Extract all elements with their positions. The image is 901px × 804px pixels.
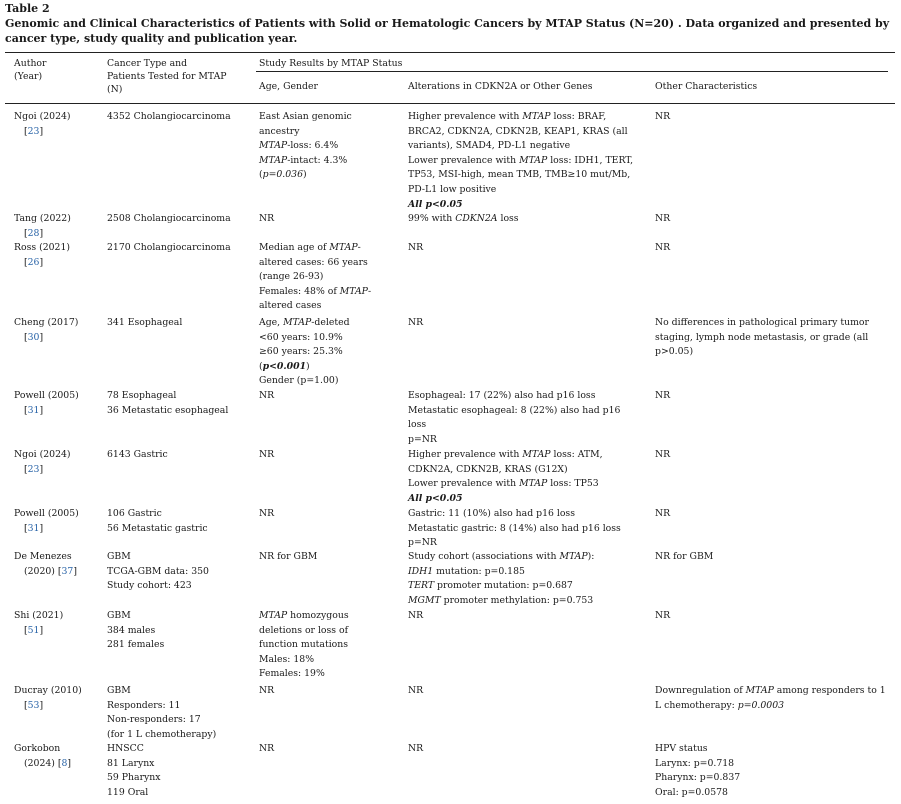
cell-line: loss bbox=[408, 419, 427, 431]
cell-line: [53] bbox=[24, 699, 44, 711]
cell-line: Males: 18% bbox=[259, 653, 315, 665]
cell-author bbox=[14, 448, 71, 477]
cell-line: 99% with CDKN2A loss bbox=[408, 213, 519, 224]
cell-line: [31] bbox=[24, 522, 44, 534]
cell-line: PD-L1 low positive bbox=[408, 183, 497, 195]
cell-age bbox=[259, 448, 274, 463]
cell-line: NR bbox=[259, 508, 275, 519]
cell-line: Higher prevalence with MTAP loss: ATM, bbox=[408, 449, 603, 460]
cell-author bbox=[14, 316, 78, 345]
cell-line: (p=0.036) bbox=[259, 169, 307, 181]
cell-author bbox=[14, 684, 82, 713]
header-top-rule bbox=[5, 52, 895, 53]
cell-author bbox=[14, 110, 71, 139]
cell-author bbox=[14, 389, 79, 418]
cell-other bbox=[655, 448, 670, 463]
cell-alt bbox=[408, 212, 519, 227]
cell-alt bbox=[408, 507, 621, 551]
cell-line: Ngoi (2024) bbox=[14, 111, 71, 122]
cell-line: Lower prevalence with MTAP loss: TP53 bbox=[408, 478, 599, 490]
cell-other bbox=[655, 389, 670, 404]
cell-line: [23] bbox=[24, 463, 44, 475]
cell-line: (range 26-93) bbox=[259, 271, 324, 283]
cell-line: (for 1 L chemotherapy) bbox=[107, 728, 217, 740]
cell-line: NR bbox=[259, 449, 275, 460]
cell-other bbox=[655, 684, 886, 713]
cell-line: All p<0.05 bbox=[408, 198, 463, 210]
cell-line: Non-responders: 17 bbox=[107, 714, 201, 726]
cell-line: Gorkobon bbox=[14, 743, 61, 754]
cell-line: IDH1 mutation: p=0.185 bbox=[408, 565, 525, 577]
cell-line: 81 Larynx bbox=[107, 757, 155, 769]
cell-line: Oral: p=0.0578 bbox=[655, 786, 728, 798]
cell-author bbox=[14, 241, 70, 270]
cell-line: Ross (2021) bbox=[14, 242, 71, 253]
header-author: Author (Year) bbox=[14, 58, 47, 82]
cell-line: 106 Gastric bbox=[107, 508, 162, 519]
cell-line: function mutations bbox=[259, 639, 349, 651]
cell-line: NR bbox=[655, 449, 671, 460]
cell-line: De Menezes bbox=[14, 551, 72, 562]
cell-line: NR bbox=[259, 685, 275, 696]
cell-line: HNSCC bbox=[107, 743, 144, 754]
cell-line: 6143 Gastric bbox=[107, 449, 168, 460]
cell-line: 56 Metastatic gastric bbox=[107, 522, 208, 534]
cell-alt bbox=[408, 609, 423, 624]
cell-line: NR bbox=[259, 390, 275, 401]
cell-line: MTAP-intact: 4.3% bbox=[259, 154, 348, 166]
cell-line: CDKN2A, CDKN2B, KRAS (G12X) bbox=[408, 463, 568, 475]
header-cancer: Cancer Type and Patients Tested for MTAP (N) bbox=[107, 58, 227, 95]
cell-line: [30] bbox=[24, 331, 44, 343]
cell-line: NR bbox=[655, 508, 671, 519]
cell-line: altered cases: 66 years bbox=[259, 256, 368, 268]
cell-line: variants), SMAD4, PD-L1 negative bbox=[408, 140, 571, 152]
cell-line: GBM bbox=[107, 551, 131, 562]
cell-line: [31] bbox=[24, 404, 44, 416]
cell-line: 59 Pharynx bbox=[107, 772, 161, 784]
cell-line: Age, MTAP-deleted bbox=[259, 317, 350, 328]
cell-line: [28] bbox=[24, 227, 44, 239]
cell-alt bbox=[408, 684, 423, 699]
cell-line: NR bbox=[408, 685, 424, 696]
cell-line: Shi (2021) bbox=[14, 610, 64, 621]
cell-line: 2170 Cholangiocarcinoma bbox=[107, 242, 231, 253]
cell-other bbox=[655, 507, 670, 522]
cell-line: Metastatic gastric: 8 (14%) also had p16 loss bbox=[408, 522, 621, 534]
cell-age bbox=[259, 742, 274, 757]
cell-cancer bbox=[107, 609, 164, 653]
cell-line: Median age of MTAP- bbox=[259, 242, 361, 253]
cell-line: altered cases bbox=[259, 300, 322, 312]
cell-line: NR bbox=[655, 390, 671, 401]
cell-alt bbox=[408, 389, 620, 447]
cell-line: Gastric: 11 (10%) also had p16 loss bbox=[408, 508, 575, 519]
cell-line: Responders: 11 bbox=[107, 699, 181, 711]
cell-line: Powell (2005) bbox=[14, 508, 79, 519]
group-rule bbox=[256, 71, 888, 72]
cell-line: [23] bbox=[24, 125, 44, 137]
cell-line: NR bbox=[408, 743, 424, 754]
cell-line: 78 Esophageal bbox=[107, 390, 177, 401]
cell-alt bbox=[408, 742, 423, 757]
cell-line: TERT promoter mutation: p=0.687 bbox=[408, 580, 573, 592]
cell-line: NR for GBM bbox=[259, 551, 318, 562]
cell-line: Larynx: p=0.718 bbox=[655, 757, 735, 769]
cell-author bbox=[14, 550, 77, 579]
cell-line: NR bbox=[655, 111, 671, 122]
cell-line: p=NR bbox=[408, 537, 437, 549]
cell-line: No differences in pathological primary tumor bbox=[655, 317, 869, 328]
cell-other bbox=[655, 742, 740, 800]
cell-line: 341 Esophageal bbox=[107, 317, 183, 328]
cell-line: Females: 19% bbox=[259, 668, 325, 680]
cell-line: Study cohort (associations with MTAP): bbox=[408, 551, 595, 562]
cell-cancer bbox=[107, 742, 161, 800]
cell-alt bbox=[408, 110, 633, 212]
cell-line: <60 years: 10.9% bbox=[259, 331, 343, 343]
cell-other bbox=[655, 316, 869, 360]
cell-line: 2508 Cholangiocarcinoma bbox=[107, 213, 231, 224]
cell-other bbox=[655, 212, 670, 227]
cell-line: East Asian genomic bbox=[259, 111, 352, 122]
cell-line: 281 females bbox=[107, 639, 165, 651]
cell-line: GBM bbox=[107, 685, 131, 696]
cell-line: (2020) [37] bbox=[24, 565, 77, 577]
cell-line: Study cohort: 423 bbox=[107, 580, 192, 592]
cell-line: Lower prevalence with MTAP loss: IDH1, TERT, bbox=[408, 154, 634, 166]
cell-age bbox=[259, 550, 317, 565]
cell-line: Tang (2022) bbox=[14, 213, 71, 224]
cell-line: Esophageal: 17 (22%) also had p16 loss bbox=[408, 390, 596, 401]
cell-line: (2024) [8] bbox=[24, 757, 72, 769]
cell-line: NR bbox=[655, 610, 671, 621]
header-other: Other Characteristics bbox=[655, 81, 758, 92]
cell-line: deletions or loss of bbox=[259, 624, 349, 636]
cell-line: Ngoi (2024) bbox=[14, 449, 71, 460]
cell-line: [51] bbox=[24, 624, 44, 636]
cell-line: L chemotherapy: p=0.0003 bbox=[655, 699, 785, 711]
cell-line: (p<0.001) bbox=[259, 360, 310, 372]
cell-age bbox=[259, 684, 274, 699]
cell-cancer bbox=[107, 110, 231, 125]
cell-line: staging, lymph node metastasis, or grade (all bbox=[655, 331, 869, 343]
header-alterations: Alterations in CDKN2A or Other Genes bbox=[408, 81, 593, 92]
cell-cancer bbox=[107, 389, 228, 418]
cell-author bbox=[14, 507, 79, 536]
cell-line: NR bbox=[408, 242, 424, 253]
cell-line: 384 males bbox=[107, 624, 156, 636]
cell-line: 119 Oral bbox=[107, 786, 149, 798]
cell-alt bbox=[408, 448, 603, 506]
cell-line: MGMT promoter methylation: p=0.753 bbox=[408, 594, 594, 606]
cell-age bbox=[259, 241, 371, 314]
cell-age bbox=[259, 609, 349, 682]
cell-line: p=NR bbox=[408, 433, 437, 445]
cell-line: HPV status bbox=[655, 743, 708, 754]
cell-line: Higher prevalence with MTAP loss: BRAF, bbox=[408, 111, 607, 122]
cell-line: GBM bbox=[107, 610, 131, 621]
cell-line: ≥60 years: 25.3% bbox=[259, 346, 343, 358]
cell-line: Ducray (2010) bbox=[14, 685, 82, 696]
cell-cancer bbox=[107, 212, 231, 227]
cell-cancer bbox=[107, 316, 182, 331]
cell-line: Pharynx: p=0.837 bbox=[655, 772, 741, 784]
header-study-results: Study Results by MTAP Status bbox=[259, 58, 403, 69]
cell-line: Cheng (2017) bbox=[14, 317, 79, 328]
cell-alt bbox=[408, 550, 594, 608]
cell-cancer bbox=[107, 241, 231, 256]
cell-line: TP53, MSI-high, mean TMB, TMB≥10 mut/Mb, bbox=[408, 169, 631, 181]
cell-line: Metastatic esophageal: 8 (22%) also had p16 bbox=[408, 404, 621, 416]
table-label: Table 2 bbox=[5, 2, 50, 15]
cell-cancer bbox=[107, 684, 216, 742]
cell-alt bbox=[408, 316, 423, 331]
cell-author bbox=[14, 742, 71, 771]
table-caption: Genomic and Clinical Characteristics of Patients with Solid or Hematologic Cancers by MTAP Status (N=20) . Data organized and presented by cancer type, study quality and publication year. bbox=[5, 17, 890, 45]
cell-alt bbox=[408, 241, 423, 256]
cell-age bbox=[259, 316, 350, 389]
cell-line: NR bbox=[408, 610, 424, 621]
cell-line: NR for GBM bbox=[655, 551, 714, 562]
cell-line: ancestry bbox=[259, 125, 300, 137]
cell-age bbox=[259, 212, 274, 227]
cell-age bbox=[259, 507, 274, 522]
cell-cancer bbox=[107, 448, 168, 463]
cell-line: p>0.05) bbox=[655, 346, 694, 358]
cell-line: NR bbox=[655, 242, 671, 253]
cell-cancer bbox=[107, 507, 208, 536]
cell-line: NR bbox=[259, 213, 275, 224]
cell-cancer bbox=[107, 550, 209, 594]
cell-line: Females: 48% of MTAP- bbox=[259, 285, 372, 297]
cell-line: NR bbox=[655, 213, 671, 224]
cell-line: NR bbox=[259, 743, 275, 754]
cell-author bbox=[14, 609, 63, 638]
cell-line: [26] bbox=[24, 256, 44, 268]
cell-line: 36 Metastatic esophageal bbox=[107, 404, 229, 416]
cell-other bbox=[655, 550, 713, 565]
cell-line: Powell (2005) bbox=[14, 390, 79, 401]
cell-line: Downregulation of MTAP among responders to 1 bbox=[655, 685, 886, 696]
cell-other bbox=[655, 609, 670, 624]
cell-line: BRCA2, CDKN2A, CDKN2B, KEAP1, KRAS (all bbox=[408, 125, 628, 137]
cell-line: MTAP homozygous bbox=[259, 610, 349, 621]
cell-line: NR bbox=[408, 317, 424, 328]
cell-line: 4352 Cholangiocarcinoma bbox=[107, 111, 231, 122]
header-bottom-rule bbox=[5, 103, 895, 104]
cell-other bbox=[655, 110, 670, 125]
cell-age bbox=[259, 389, 274, 404]
cell-line: Gender (p=1.00) bbox=[259, 375, 339, 387]
header-age-gender: Age, Gender bbox=[259, 81, 318, 92]
cell-other bbox=[655, 241, 670, 256]
cell-line: TCGA-GBM data: 350 bbox=[107, 565, 209, 577]
cell-line: MTAP-loss: 6.4% bbox=[259, 140, 339, 152]
cell-line: All p<0.05 bbox=[408, 492, 463, 504]
cell-age bbox=[259, 110, 352, 183]
cell-author bbox=[14, 212, 71, 241]
